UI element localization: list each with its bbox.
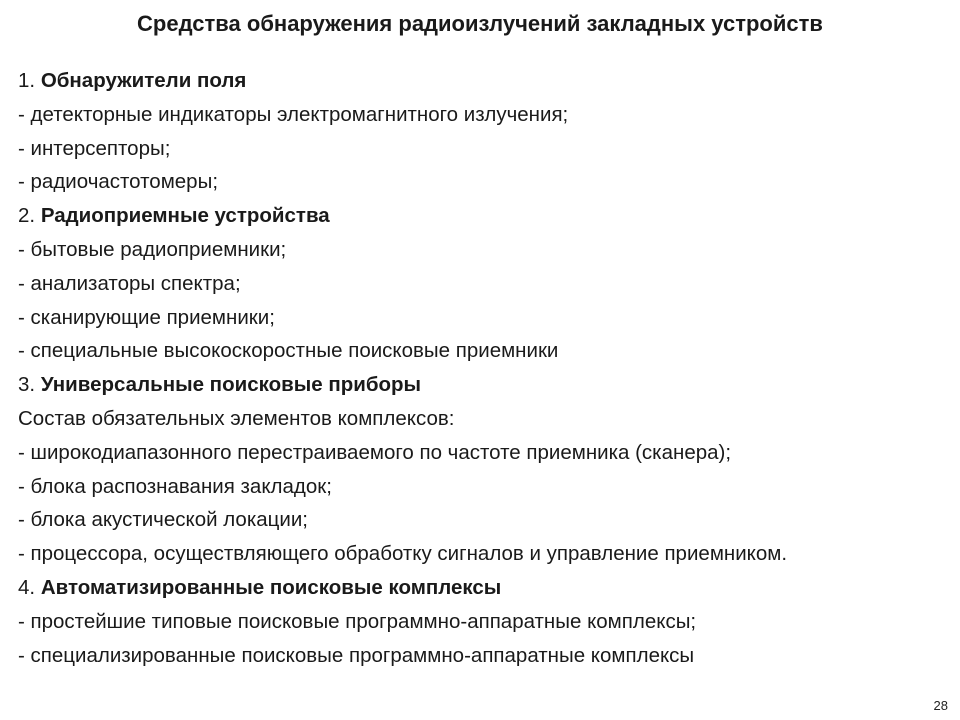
section-heading-4: [18, 571, 948, 605]
list-item: - радиочастотомеры;: [18, 170, 219, 194]
section-heading-1: [18, 64, 948, 98]
section-heading-2: [18, 199, 948, 233]
section-intro: Состав обязательных элементов комплексов:: [18, 406, 455, 430]
section-number: 3.: [18, 373, 36, 397]
section-title: Автоматизированные поисковые комплексы: [40, 575, 502, 599]
list-item: - анализаторы спектра;: [18, 271, 241, 295]
list-item: - процессора, осуществляющего обработку сигналов и управление приемником.: [18, 542, 788, 566]
section-heading-3: [18, 368, 948, 402]
list-item: - широкодиапазонного перестраиваемого по частоте приемника (сканера);: [18, 440, 732, 464]
section-title: Радиоприемные устройства: [40, 204, 330, 228]
section-title: Обнаружители поля: [40, 69, 247, 92]
section-number: 4.: [18, 575, 36, 599]
slide-content: [18, 64, 948, 672]
list-item: - сканирующие приемники;: [18, 305, 275, 329]
slide-title: Средства обнаружения радиоизлучений закладных устройств: [137, 11, 823, 36]
section-title: Универсальные поисковые приборы: [40, 373, 422, 397]
list-item: - блока распознавания закладок;: [18, 474, 332, 498]
section-number: 2.: [18, 204, 36, 228]
list-item: - простейшие типовые поисковые программно-аппаратные комплексы;: [18, 609, 697, 633]
list-item: - интерсепторы;: [18, 136, 171, 160]
list-item: - бытовые радиоприемники;: [18, 237, 287, 261]
page-number: 28: [933, 698, 948, 713]
list-item: - специальные высокоскоростные поисковые приемники: [18, 339, 559, 363]
list-item: - детекторные индикаторы электромагнитного излучения;: [18, 102, 569, 126]
list-item: - специализированные поисковые программно-аппаратные комплексы: [18, 643, 695, 667]
list-item: - блока акустической локации;: [18, 508, 308, 532]
section-number: 1.: [18, 69, 36, 92]
